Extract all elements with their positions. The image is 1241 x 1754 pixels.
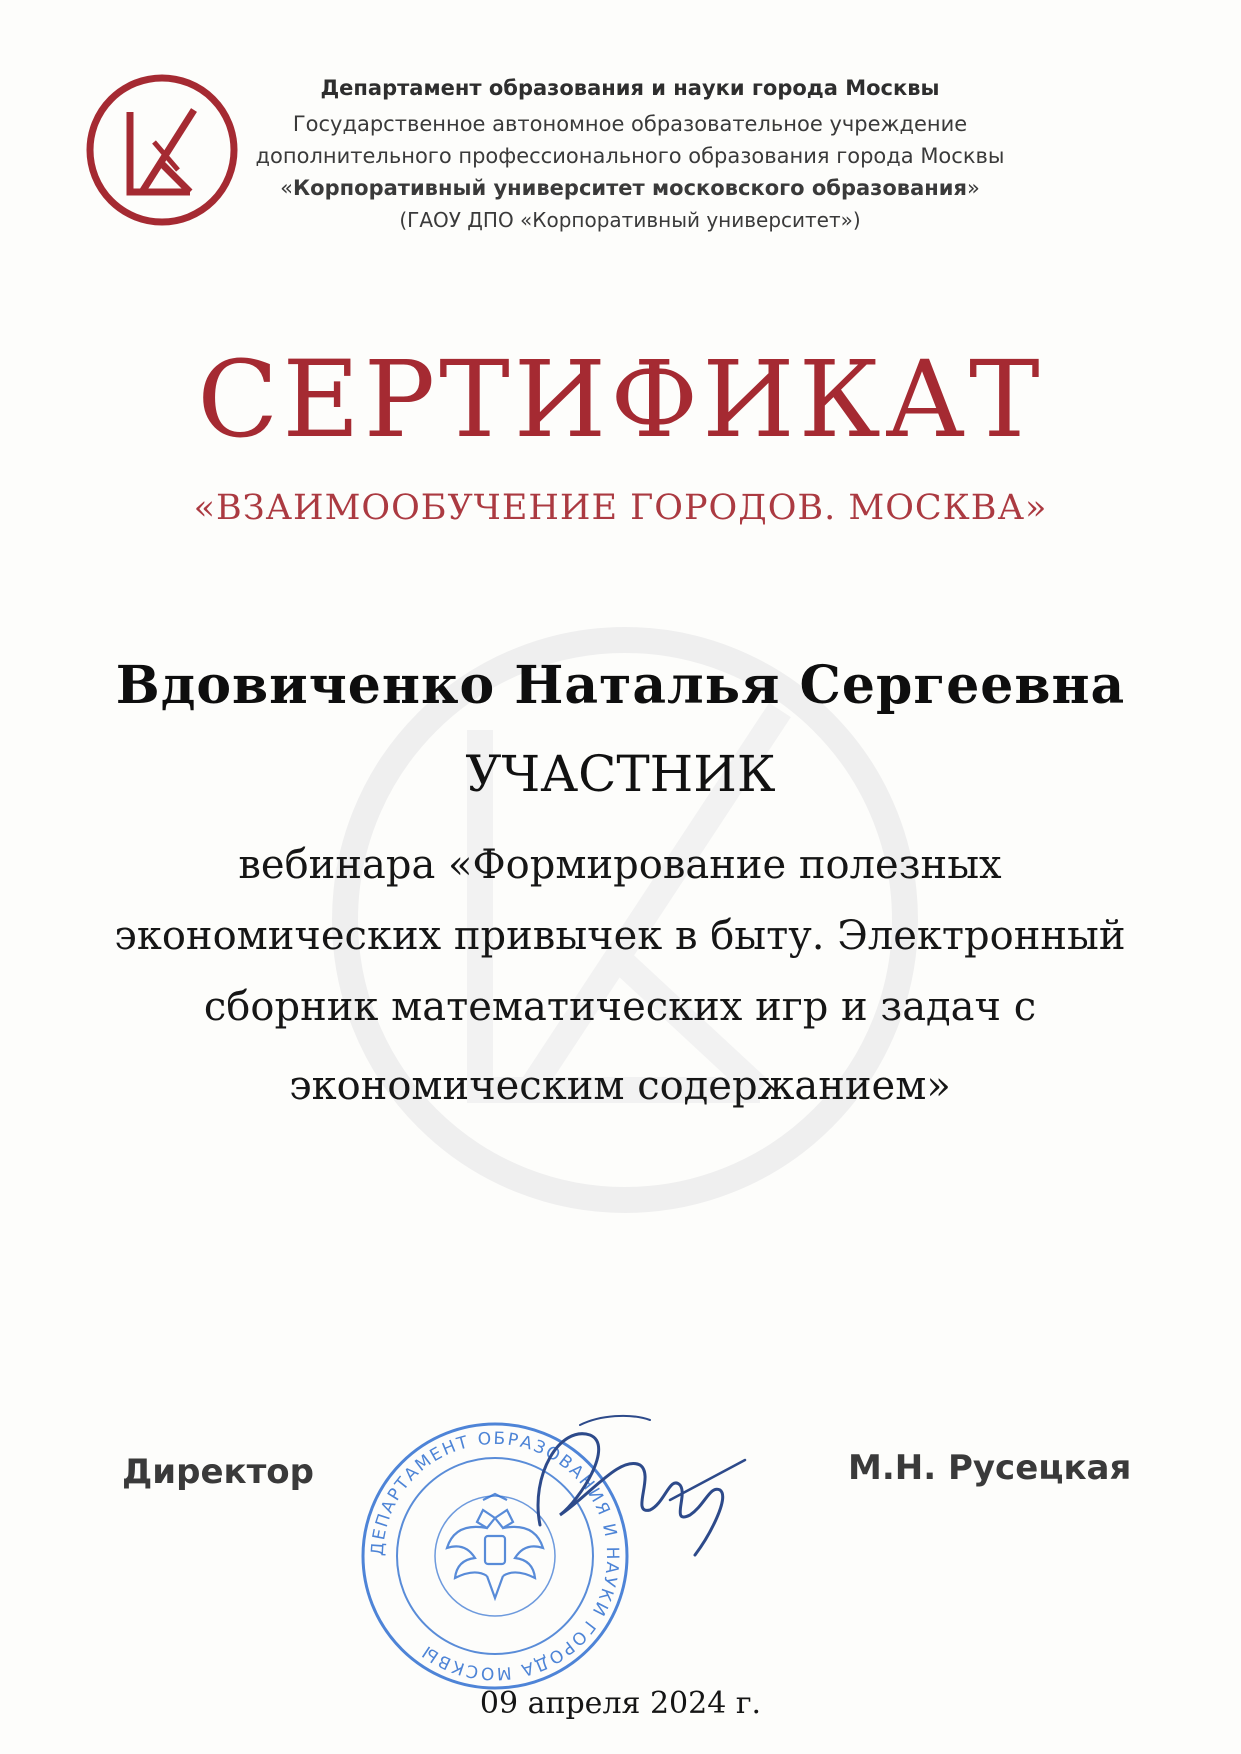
stamp-text: ДЕПАРТАМЕНТ ОБРАЗОВАНИЯ И НАУКИ ГОРОДА МОСКВЫ xyxy=(367,1428,623,1684)
participant-role: УЧАСТНИК xyxy=(465,745,776,803)
institution-abbreviation: (ГАОУ ДПО «Корпоративный университет») xyxy=(399,208,861,232)
director-signature-icon xyxy=(520,1405,760,1575)
department-name: Департамент образования и науки города Москвы xyxy=(320,76,940,100)
description-line: экономическим содержанием» xyxy=(289,1063,951,1109)
certificate-subtitle: «ВЗАИМООБУЧЕНИЕ ГОРОДОВ. МОСКВА» xyxy=(193,488,1048,528)
certificate-title: СЕРТИФИКАТ xyxy=(197,338,1044,461)
issue-date: 09 апреля 2024 г. xyxy=(479,1686,762,1721)
university-logo-icon xyxy=(82,70,242,230)
institution-type: Государственное автономное образовательное учреждение xyxy=(292,112,968,136)
description-line: экономических привычек в быту. Электронный xyxy=(114,913,1126,959)
institution-scope: дополнительного профессионального образования города Москвы xyxy=(255,144,1005,168)
director-title: Директор xyxy=(122,1452,314,1492)
institution-name: «Корпоративный университет московского образования» xyxy=(280,176,980,200)
organization-header xyxy=(250,76,1010,236)
description-line: сборник математических игр и задач с xyxy=(203,984,1037,1030)
event-description xyxy=(20,830,1220,1122)
description-line: вебинара «Формирование полезных xyxy=(238,842,1002,888)
director-name: М.Н. Русецкая xyxy=(848,1448,1132,1488)
recipient-name: Вдовиченко Наталья Сергеевна xyxy=(115,655,1126,716)
